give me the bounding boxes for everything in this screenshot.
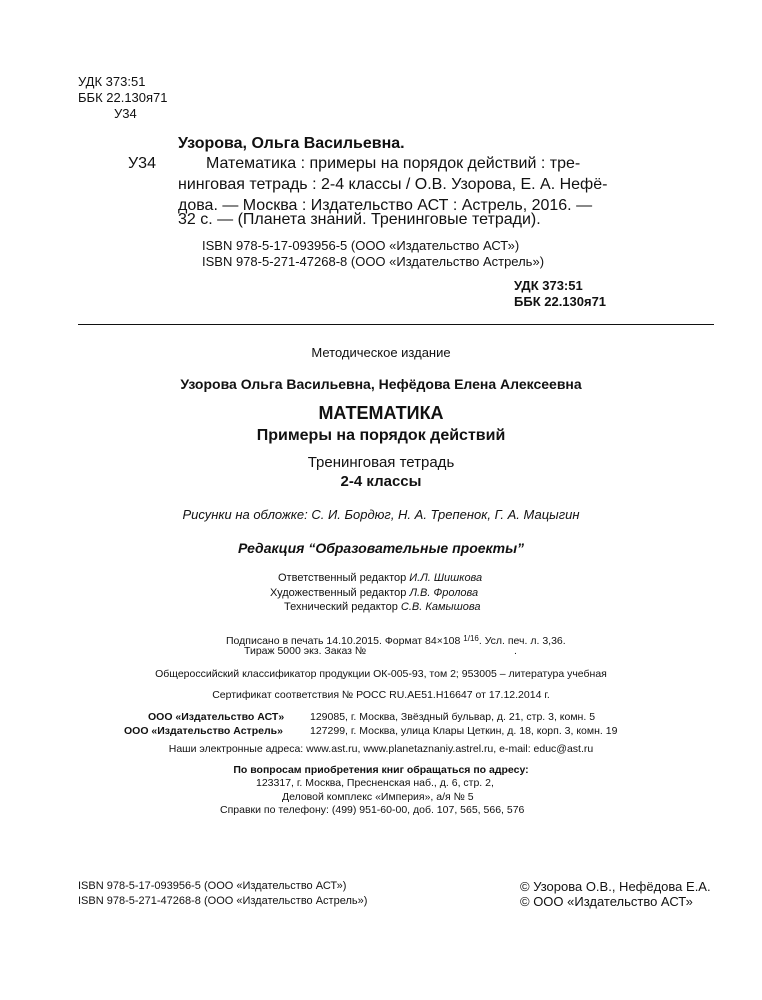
divider-line — [78, 324, 714, 325]
editor-role: Художественный редактор — [270, 587, 407, 599]
copyright-authors: © Узорова О.В., Нефёдова Е.А. — [520, 879, 711, 894]
imprint-authors: Узорова Ольга Васильевна, Нефёдова Елена Алексеевна — [180, 376, 582, 392]
card-author: Узорова, Ольга Васильевна. — [178, 135, 405, 152]
purchase-address: 123317, г. Москва, Пресненская наб., д. 6, стр. 2, — [256, 777, 494, 789]
editor-name: И.Л. Шишкова — [409, 572, 483, 584]
publisher-line — [124, 725, 283, 738]
publisher-line — [148, 711, 284, 724]
edition-type: Методическое издание — [311, 345, 451, 360]
book-grades: 2-4 классы — [340, 473, 422, 490]
card-line: 32 с. — (Планета знаний. Тренинговые тетради). — [178, 211, 541, 228]
book-subtitle: Примеры на порядок действий — [256, 427, 506, 444]
book-title: МАТЕМАТИКА — [318, 403, 444, 423]
format-fraction: 1/16 — [463, 634, 479, 643]
print-run-line: Тираж 5000 экз. Заказ № — [244, 645, 367, 657]
bbk-header: ББК 22.130я71 — [78, 90, 168, 105]
publisher-address: 127299, г. Москва, улица Клары Цеткин, д. 18, корп. 3, комн. 19 — [310, 725, 618, 737]
publisher-address: 129085, г. Москва, Звёздный бульвар, д. 21, стр. 3, комн. 5 — [310, 711, 596, 723]
purchase-address: Деловой комплекс «Империя», а/я № 5 — [282, 791, 474, 803]
card-author-code: У34 — [128, 155, 156, 172]
publisher-name: ООО «Издательство АСТ» — [148, 711, 285, 723]
editor-name: С.В. Камышова — [400, 601, 481, 613]
purchase-heading: По вопросам приобретения книг обращаться по адресу: — [233, 764, 529, 776]
publisher-name: ООО «Издательство Астрель» — [124, 725, 283, 737]
editor-line — [278, 572, 482, 585]
author-code-header: У34 — [114, 106, 137, 121]
footer-isbn: ISBN 978-5-17-093956-5 (ООО «Издательство АСТ») — [78, 880, 347, 892]
card-isbn: ISBN 978-5-17-093956-5 (ООО «Издательство АСТ») — [202, 238, 520, 253]
purchase-phone: Справки по телефону: (499) 951-60-00, доб. 107, 565, 566, 576 — [220, 804, 525, 816]
card-line: Математика : примеры на порядок действий : тре- — [206, 155, 581, 172]
product-classifier: Общероссийский классификатор продукции ОК-005-93, том 2; 953005 – литература учебная — [155, 668, 607, 680]
card-bbk: ББК 22.130я71 — [514, 294, 607, 309]
card-line: нинговая тетрадь : 2-4 классы / О.В. Узорова, Е. А. Нефё- — [178, 176, 608, 193]
order-number-dot: . — [514, 645, 517, 657]
footer-isbn: ISBN 978-5-271-47268-8 (ООО «Издательство Астрель») — [78, 895, 368, 907]
editor-role: Ответственный редактор — [278, 572, 407, 584]
editor-name: Л.В. Фролова — [409, 587, 479, 599]
book-type: Тренинговая тетрадь — [307, 454, 455, 471]
editorial-office: Редакция “Образовательные проекты” — [237, 540, 525, 556]
card-line: дова. — Москва : Издательство АСТ : Астрель, 2016. — — [178, 197, 593, 214]
cover-art-credit: Рисунки на обложке: С. И. Бордюг, Н. А. Трепенок, Г. А. Мацыгин — [182, 507, 580, 522]
certificate: Сертификат соответствия № РОСС RU.AE51.H16647 от 17.12.2014 г. — [212, 689, 550, 701]
udk-header: УДК 373:51 — [78, 74, 146, 89]
editor-line — [284, 601, 480, 614]
card-udk: УДК 373:51 — [514, 278, 583, 293]
print-signed-text: Подписано в печать 14.10.2015. Формат 84×108 — [226, 635, 464, 647]
card-isbn: ISBN 978-5-271-47268-8 (ООО «Издательство Астрель») — [202, 254, 545, 269]
editor-role: Технический редактор — [284, 601, 398, 613]
print-signed-sheets: . Усл. печ. л. 3,36. — [478, 635, 566, 647]
copyright-publisher: © ООО «Издательство АСТ» — [520, 894, 693, 909]
editor-line — [270, 587, 478, 600]
email-addresses: Наши электронные адреса: www.ast.ru, www.planetaznaniy.astrel.ru, e-mail: educ@ast.ru — [168, 743, 594, 755]
